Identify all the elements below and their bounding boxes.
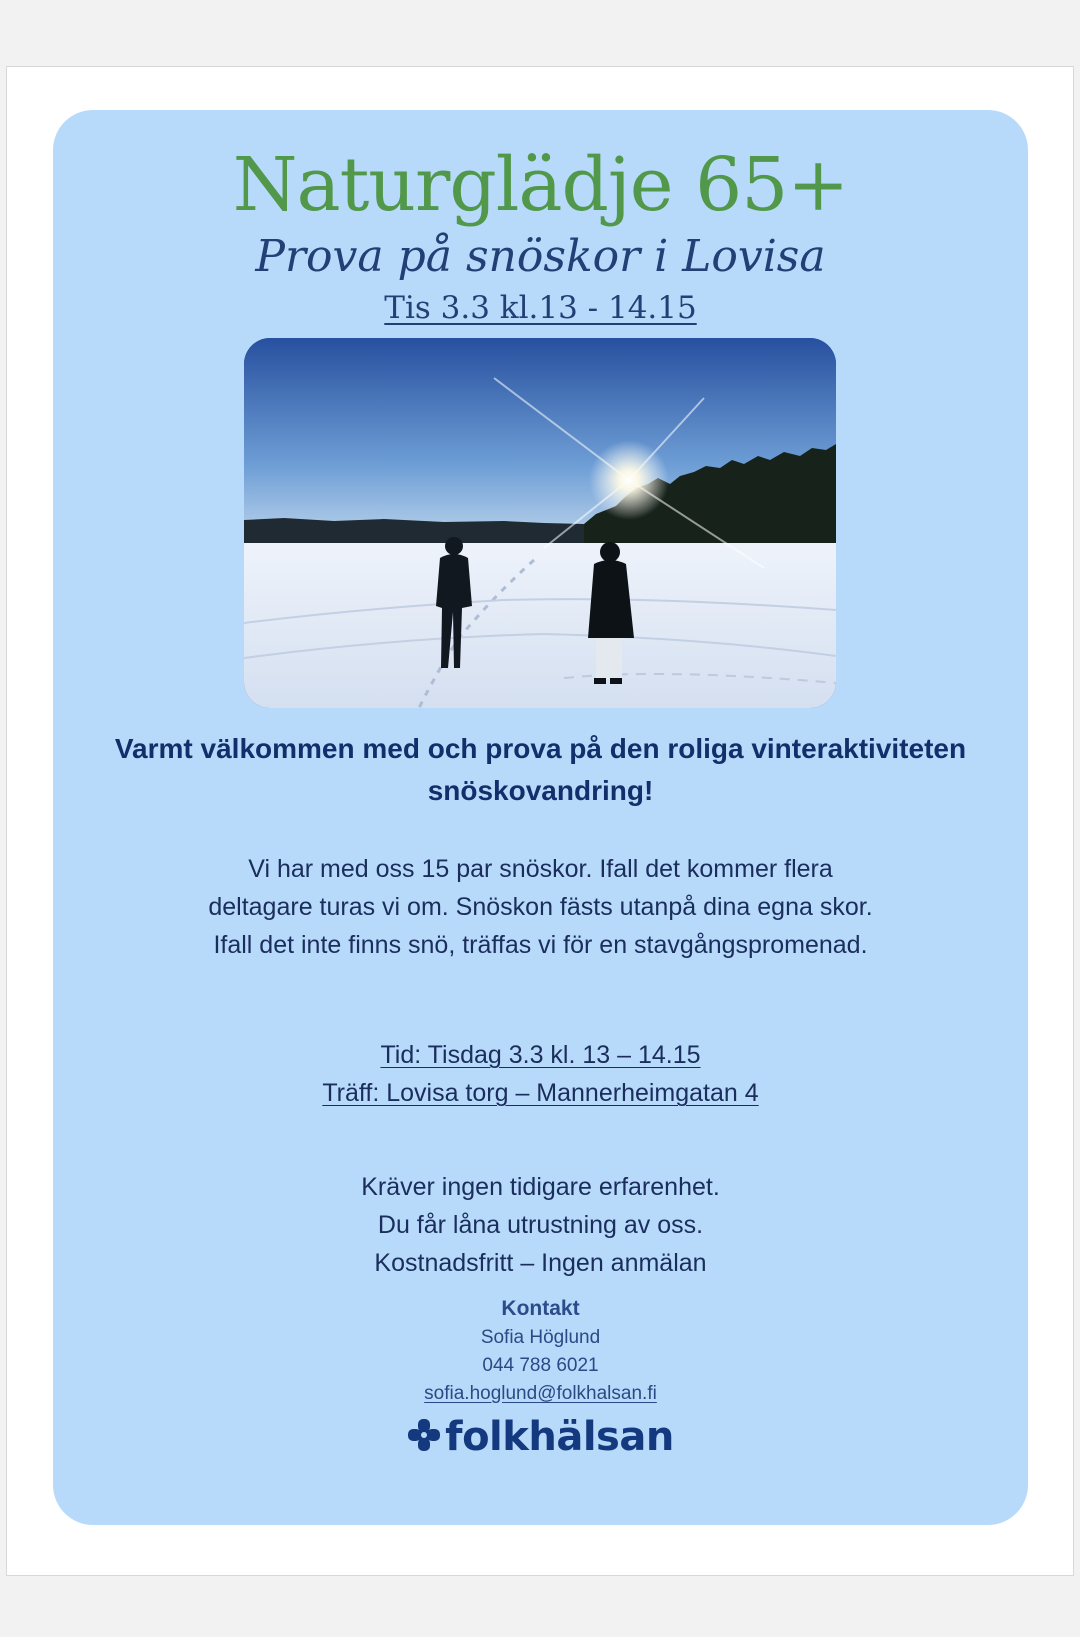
note-line: Kräver ingen tidigare erfarenhet.: [361, 1173, 720, 1201]
contact-heading: Kontakt: [501, 1297, 580, 1320]
logo-wordmark: folkhälsan: [445, 1414, 674, 1460]
folkhalsan-logo: [53, 1413, 1028, 1461]
contact-phone: 044 788 6021: [482, 1355, 599, 1376]
description-text: Vi har med oss 15 par snöskor. Ifall det kommer flera deltagare turas vi om. Snöskon fästs utanpå dina egna skor. Ifall det inte finns snö, träffas vi för en stavgångspromenad.: [208, 855, 873, 959]
poster-dateline: Tis 3.3 kl.13 - 14.15: [384, 290, 697, 326]
event-notes: [53, 1168, 1028, 1282]
contact-email-link[interactable]: sofia.hoglund@folkhalsan.fi: [424, 1383, 657, 1404]
poster-title: Naturglädje 65+: [232, 142, 849, 228]
contact-name: Sofia Höglund: [480, 1327, 601, 1348]
document-page: [6, 66, 1074, 1576]
snowshoe-photo-illustration: [244, 338, 836, 708]
note-line: Du får låna utrustning av oss.: [377, 1211, 704, 1239]
poster-subtitle: Prova på snöskor i Lovisa: [255, 231, 826, 282]
clover-cross-icon: [407, 1418, 441, 1457]
welcome-lead: Varmt välkommen med och prova på den roliga vinteraktiviteten snöskovandring!: [114, 733, 967, 806]
poster-card: [53, 110, 1028, 1525]
note-line: Kostnadsfritt – Ingen anmälan: [374, 1249, 707, 1277]
contact-block: [53, 1294, 1028, 1408]
event-details: [53, 1036, 1028, 1112]
event-meeting-place: Träff: Lovisa torg – Mannerheimgatan 4: [322, 1079, 759, 1107]
snowshoe-photo: [244, 338, 836, 708]
event-time: Tid: Tisdag 3.3 kl. 13 – 14.15: [380, 1041, 701, 1069]
